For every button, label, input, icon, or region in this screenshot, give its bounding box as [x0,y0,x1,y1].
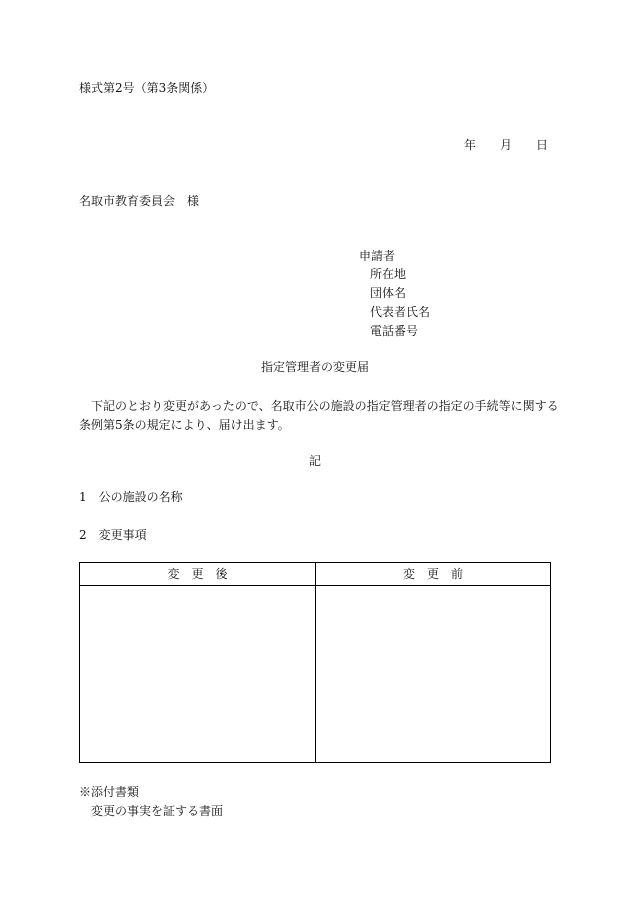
cell-after-change[interactable] [80,586,315,762]
applicant-heading: 申請者 [359,249,396,263]
applicant-field-organization: 団体名 [370,286,407,300]
item-change-details: 2 変更事項 [79,528,147,542]
attachment-item: 変更の事実を証する書面 [91,804,224,818]
applicant-field-address: 所在地 [370,267,407,281]
document-title: 指定管理者の変更届 [260,360,369,374]
changes-table [79,562,551,763]
date-day-label: 日 [536,138,549,152]
body-text: 下記のとおり変更があったので、名取市公の施設の指定管理者の指定の手続等に関する条例第5条の規定により、届け出ます。 [79,399,559,432]
addressee: 名取市教育委員会 様 [79,194,200,208]
date-line [464,138,548,152]
date-month-label: 月 [500,138,513,152]
applicant-field-representative: 代表者氏名 [370,305,431,319]
ki-heading: 記 [308,454,321,468]
applicant-field-phone: 電話番号 [370,324,419,338]
attachments-heading: ※添付書類 [79,785,140,799]
item-facility-name: 1 公の施設の名称 [79,490,183,504]
column-header-before: 変 更 前 [402,567,463,581]
cell-before-change[interactable] [316,586,550,762]
form-number: 様式第2号（第3条関係） [79,81,215,95]
column-header-after: 変 更 後 [167,567,228,581]
date-year-label: 年 [464,138,477,152]
